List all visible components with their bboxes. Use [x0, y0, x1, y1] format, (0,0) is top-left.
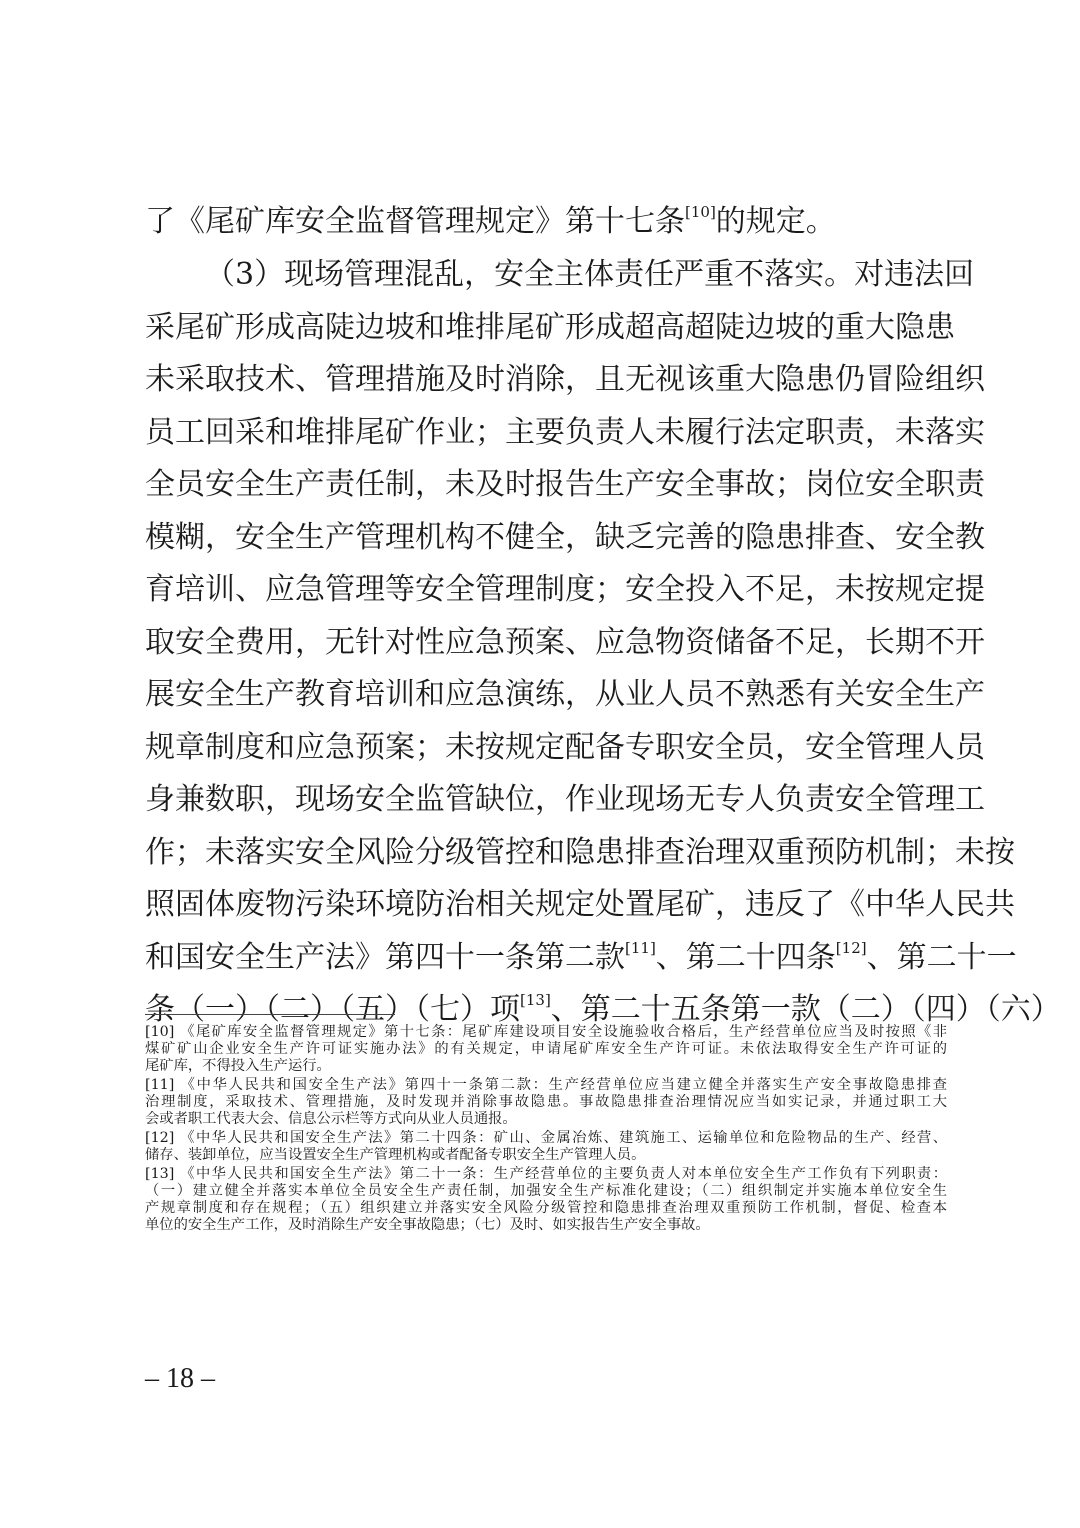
footnote-ref-13: [13]: [520, 991, 551, 1009]
body-line-13: 作；未落实安全风险分级管控和隐患排查治理双重预防机制；未按: [145, 835, 1015, 870]
footnote-13-line-4: 单位的安全生产工作，及时消除生产安全事故隐患；（七）及时、如实报告生产安全事故。: [145, 1217, 710, 1233]
body-line-1: 了《尾矿库安全监督管理规定》第十七条[10]的规定。: [145, 203, 836, 239]
body-line-11: 规章制度和应急预案；未按规定配备专职安全员，安全管理人员: [145, 730, 985, 765]
footnote-11-line-1: [11] 《中华人民共和国安全生产法》第四十一条第二款：生产经营单位应当建立健全并落实生产安全事故隐患排查: [145, 1077, 947, 1093]
body-line-12: 身兼数职，现场安全监管缺位，作业现场无专人负责安全管理工: [145, 782, 985, 817]
footnote-11-line-2: 治理制度，采取技术、管理措施，及时发现并消除事故隐患。事故隐患排查治理情况应当如实记录，并通过职工大: [145, 1094, 947, 1110]
body-line-3: 采尾矿形成高陡边坡和堆排尾矿形成超高超陡边坡的重大隐患: [145, 310, 955, 345]
body-line-7: 模糊，安全生产管理机构不健全，缺乏完善的隐患排查、安全教: [145, 520, 985, 555]
body-line-8: 育培训、应急管理等安全管理制度；安全投入不足，未按规定提: [145, 572, 985, 607]
body-line-14: 照固体废物污染环境防治相关规定处置尾矿，违反了《中华人民共: [145, 887, 1015, 922]
footnote-12-line-2: 储存、装卸单位，应当设置安全生产管理机构或者配备专职安全生产管理人员。: [145, 1147, 646, 1163]
body-line-5: 员工回采和堆排尾矿作业；主要负责人未履行法定职责，未落实: [145, 415, 985, 450]
footnote-ref-12: [12]: [835, 939, 867, 957]
footnote-ref-11: [11]: [625, 939, 656, 957]
footnote-ref-10: [10]: [685, 203, 716, 221]
footnote-13-line-1: [13] 《中华人民共和国安全生产法》第二十一条：生产经营单位的主要负责人对本单位安全生产工作负有下列职责：: [145, 1166, 947, 1182]
body-line-10: 展安全生产教育培训和应急演练，从业人员不熟悉有关安全生产: [145, 677, 985, 712]
footnote-11-line-3: 会或者职工代表大会、信息公示栏等方式向从业人员通报。: [145, 1111, 517, 1127]
body-line-15: 和国安全生产法》第四十一条第二款[11]、第二十四条[12]、第二十一: [145, 939, 1017, 975]
body-line-4: 未采取技术、管理措施及时消除，且无视该重大隐患仍冒险组织: [145, 362, 985, 397]
footnote-divider: [145, 1014, 395, 1015]
page-number: – 18 –: [145, 1363, 215, 1394]
body-line-2: （3）现场管理混乱，安全主体责任严重不落实。对违法回: [205, 257, 975, 292]
body-line-9: 取安全费用，无针对性应急预案、应急物资储备不足，长期不开: [145, 625, 985, 660]
footnote-13-line-2: （一）建立健全并落实本单位全员安全生产责任制，加强安全生产标准化建设；（二）组织制定并实施本单位安全生: [145, 1183, 947, 1199]
body-line-6: 全员安全生产责任制，未及时报告生产安全事故；岗位安全职责: [145, 467, 985, 502]
footnote-12-line-1: [12] 《中华人民共和国安全生产法》第二十四条：矿山、金属冶炼、建筑施工、运输单位和危险物品的生产、经营、: [145, 1130, 947, 1146]
body-line-16: 条（一）（二）（五）（七）项[13]、第二十五条第一款（二）（四）（六）: [145, 991, 1061, 1027]
footnote-13-line-3: 产规章制度和存在规程；（五）组织建立并落实安全风险分级管控和隐患排查治理双重预防工作机制，督促、检查本: [145, 1200, 947, 1216]
footnote-10-line-3: 尾矿库，不得投入生产运行。: [145, 1058, 331, 1074]
footnote-10-line-1: [10] 《尾矿库安全监督管理规定》第十七条：尾矿库建设项目安全设施验收合格后，生产经营单位应当及时按照《非: [145, 1024, 947, 1040]
footnote-10-line-2: 煤矿矿山企业安全生产许可证实施办法》的有关规定，申请尾矿库安全生产许可证。未依法取得安全生产许可证的: [145, 1041, 947, 1057]
